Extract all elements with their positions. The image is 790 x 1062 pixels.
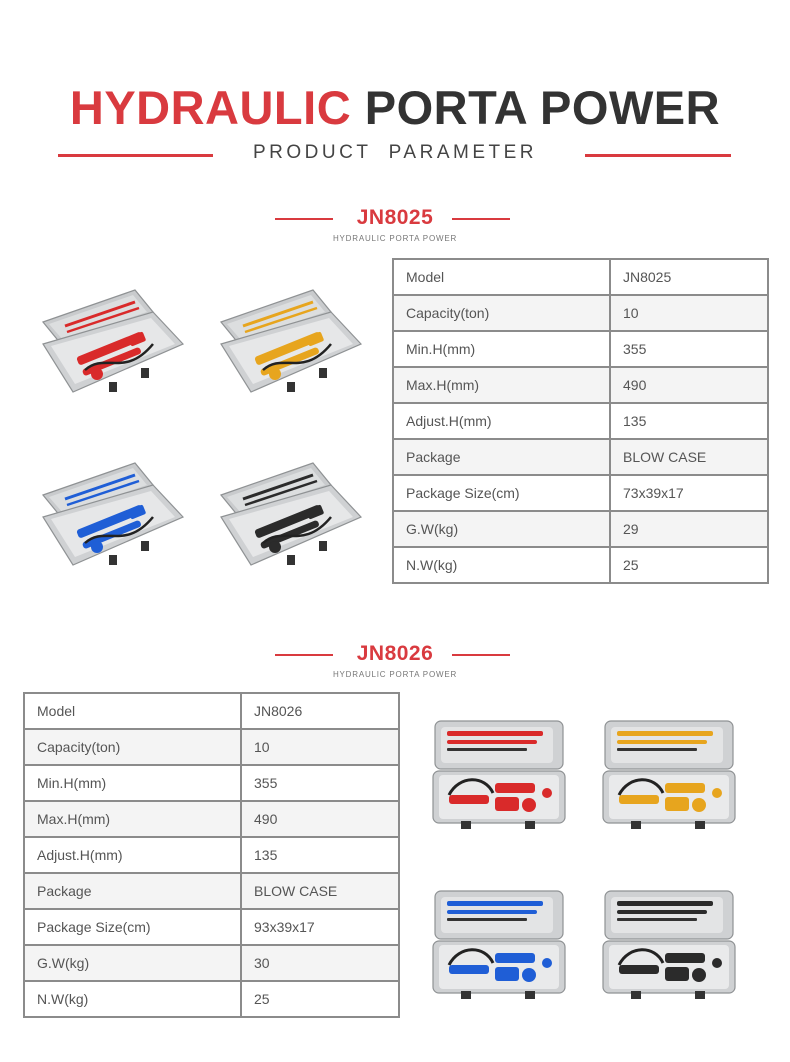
subtitle: PRODUCT PARAMETER — [253, 142, 537, 163]
accessory — [665, 967, 689, 981]
product-image-jn8026-yellow — [595, 713, 745, 838]
wedge-head — [522, 798, 536, 812]
title-red: HYDRAULIC — [69, 81, 352, 134]
extension-tube — [447, 910, 537, 914]
spec-value: 355 — [241, 765, 399, 801]
spec-table-jn8025 — [392, 258, 769, 584]
latch — [287, 382, 295, 392]
latch — [109, 555, 117, 565]
spec-value: 135 — [241, 837, 399, 873]
wedge-head — [522, 968, 536, 982]
table-row — [393, 331, 768, 367]
accessory — [495, 967, 519, 981]
latch — [109, 382, 117, 392]
subtitle-line-right — [585, 154, 731, 157]
model-name: JN8026 — [356, 642, 434, 665]
model-caption: HYDRAULIC PORTA POWER — [332, 234, 458, 243]
page-title — [0, 80, 790, 136]
spec-key: Package — [24, 873, 241, 909]
table-row — [24, 729, 399, 765]
model-caption: HYDRAULIC PORTA POWER — [332, 670, 458, 679]
latch — [141, 541, 149, 551]
wedge-head — [692, 968, 706, 982]
spec-value: JN8026 — [241, 693, 399, 729]
table-row — [24, 873, 399, 909]
spec-key: Max.H(mm) — [24, 801, 241, 837]
extension-tube — [447, 740, 537, 744]
wedge-head — [91, 541, 103, 553]
spec-value: 93x39x17 — [241, 909, 399, 945]
latch — [287, 555, 295, 565]
table-row — [24, 765, 399, 801]
latch — [319, 541, 327, 551]
table-row — [393, 367, 768, 403]
accessory — [495, 797, 519, 811]
wedge-head — [269, 368, 281, 380]
product-image-jn8026-blue — [425, 883, 575, 1008]
heading-line-left — [275, 654, 333, 656]
heading-line-left — [275, 218, 333, 220]
heading-line-right — [452, 654, 510, 656]
spec-key: Min.H(mm) — [24, 765, 241, 801]
table-row — [393, 547, 768, 583]
extension-tube — [617, 740, 707, 744]
spec-key: Model — [393, 259, 610, 295]
model-heading-jn8026 — [0, 640, 790, 679]
latch — [461, 991, 471, 999]
extension-tube-dark — [447, 748, 527, 751]
spec-value: 29 — [610, 511, 768, 547]
extension-tube-dark — [447, 918, 527, 921]
spec-value: 73x39x17 — [610, 475, 768, 511]
table-row — [393, 403, 768, 439]
spec-key: Adjust.H(mm) — [393, 403, 610, 439]
spec-value: 355 — [610, 331, 768, 367]
model-heading-jn8025 — [0, 204, 790, 243]
latch — [461, 821, 471, 829]
spec-key: N.W(kg) — [24, 981, 241, 1017]
product-image-jn8025-blue — [35, 455, 185, 580]
spec-value: 25 — [610, 547, 768, 583]
spec-value: 490 — [241, 801, 399, 837]
pump — [449, 795, 489, 804]
spec-key: Package — [393, 439, 610, 475]
table-row — [24, 945, 399, 981]
title-dark: PORTA POWER — [364, 81, 721, 134]
ram-cylinder — [495, 783, 535, 793]
latch — [631, 821, 641, 829]
spec-value: 30 — [241, 945, 399, 981]
latch — [319, 368, 327, 378]
accessory-small — [712, 958, 722, 968]
latch — [141, 368, 149, 378]
subtitle-row — [0, 140, 790, 170]
spec-value: BLOW CASE — [610, 439, 768, 475]
handle-bar — [447, 731, 543, 736]
latch — [525, 991, 535, 999]
product-image-jn8025-black — [213, 455, 363, 580]
accessory — [665, 797, 689, 811]
ram-cylinder — [665, 783, 705, 793]
spec-value: 490 — [610, 367, 768, 403]
spec-key: Min.H(mm) — [393, 331, 610, 367]
latch — [525, 821, 535, 829]
product-image-jn8026-red — [425, 713, 575, 838]
table-row — [24, 837, 399, 873]
wedge-head — [91, 368, 103, 380]
table-row — [24, 693, 399, 729]
extension-tube-dark — [617, 748, 697, 751]
spec-value: BLOW CASE — [241, 873, 399, 909]
table-row — [393, 439, 768, 475]
spec-key: Model — [24, 693, 241, 729]
spec-value: JN8025 — [610, 259, 768, 295]
spec-key: Capacity(ton) — [393, 295, 610, 331]
ram-cylinder — [495, 953, 535, 963]
table-row — [393, 511, 768, 547]
spec-key: Capacity(ton) — [24, 729, 241, 765]
spec-key: N.W(kg) — [393, 547, 610, 583]
model-name: JN8025 — [356, 206, 434, 229]
ram-cylinder — [665, 953, 705, 963]
extension-tube-dark — [617, 918, 697, 921]
product-image-jn8025-red — [35, 282, 185, 407]
latch — [631, 991, 641, 999]
spec-value: 135 — [610, 403, 768, 439]
spec-value: 25 — [241, 981, 399, 1017]
spec-key: Package Size(cm) — [393, 475, 610, 511]
latch — [695, 991, 705, 999]
wedge-head — [692, 798, 706, 812]
handle-bar — [447, 901, 543, 906]
spec-table-jn8026 — [23, 692, 400, 1018]
accessory-small — [542, 958, 552, 968]
spec-value: 10 — [241, 729, 399, 765]
accessory-small — [712, 788, 722, 798]
table-row — [24, 801, 399, 837]
heading-line-right — [452, 218, 510, 220]
table-row — [24, 909, 399, 945]
pump — [449, 965, 489, 974]
pump — [619, 795, 659, 804]
table-row — [393, 475, 768, 511]
latch — [695, 821, 705, 829]
spec-key: Max.H(mm) — [393, 367, 610, 403]
handle-bar — [617, 731, 713, 736]
pump — [619, 965, 659, 974]
spec-key: Adjust.H(mm) — [24, 837, 241, 873]
product-image-jn8025-yellow — [213, 282, 363, 407]
spec-key: G.W(kg) — [24, 945, 241, 981]
spec-value: 10 — [610, 295, 768, 331]
spec-key: Package Size(cm) — [24, 909, 241, 945]
extension-tube — [617, 910, 707, 914]
spec-key: G.W(kg) — [393, 511, 610, 547]
wedge-head — [269, 541, 281, 553]
table-row — [393, 259, 768, 295]
accessory-small — [542, 788, 552, 798]
table-row — [393, 295, 768, 331]
product-image-jn8026-black — [595, 883, 745, 1008]
handle-bar — [617, 901, 713, 906]
table-row — [24, 981, 399, 1017]
